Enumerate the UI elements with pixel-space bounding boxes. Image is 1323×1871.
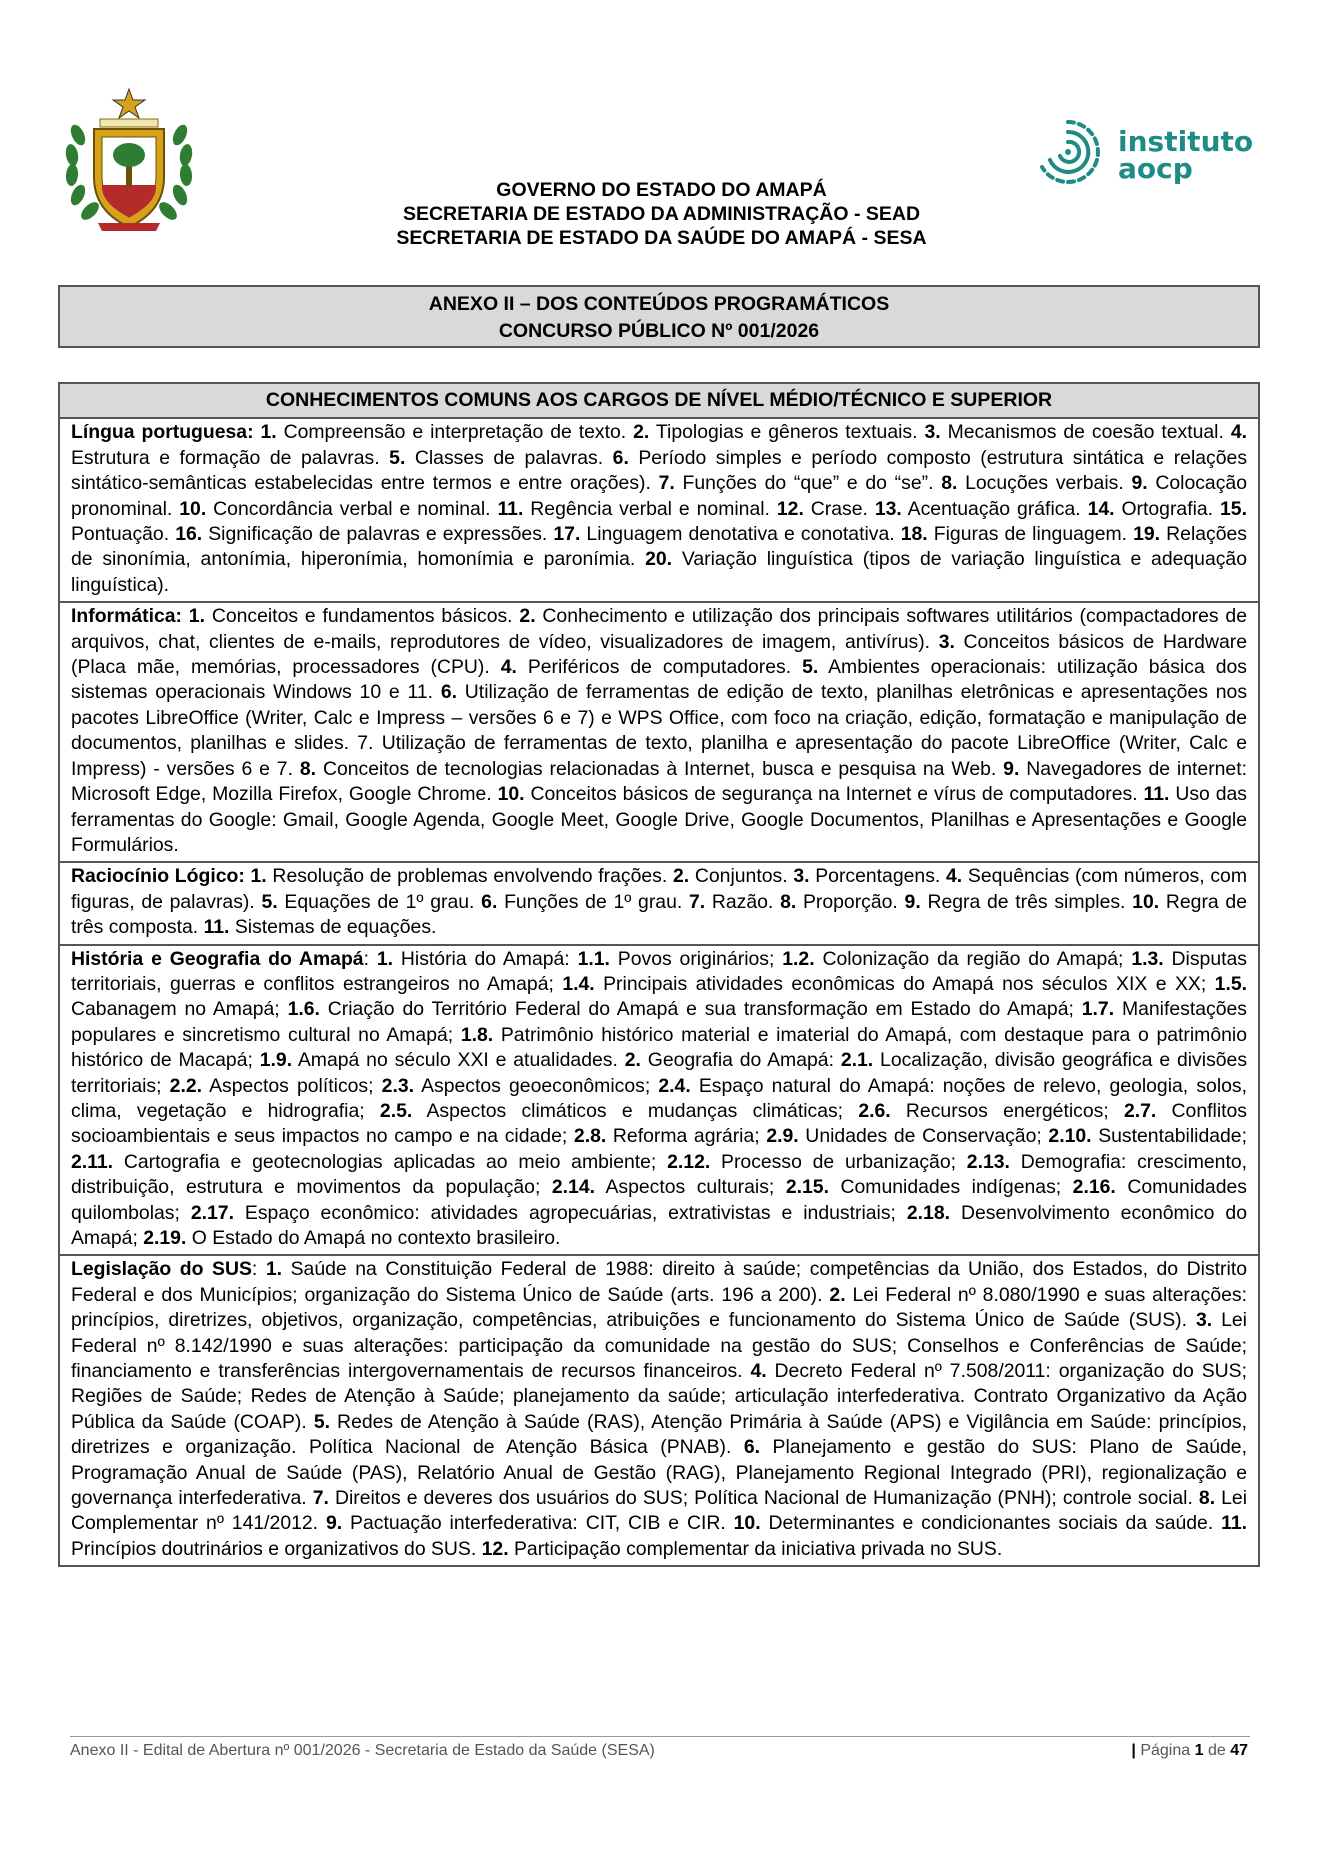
logo-line2: aocp: [1118, 152, 1193, 185]
topic-number: Língua portuguesa: 1.: [71, 421, 277, 444]
topic-text: Conceitos e fundamentos básicos.: [204, 605, 520, 628]
topic-text: Sustentabilidade;: [1091, 1125, 1247, 1148]
table-row: [59, 602, 1259, 862]
topic-text: Resolução de problemas envolvendo frações.: [266, 865, 673, 888]
topic-number: 2.16.: [1072, 1176, 1116, 1199]
topic-number: 2.: [829, 1283, 846, 1306]
table-row: [59, 418, 1259, 602]
topic-text: Regra de três simples.: [920, 890, 1133, 913]
topic-text: Lei Federal nº 8.142/1990 e suas alterações: participação da comunidade na gestão do SUS; Conselhos e Conferências de Saúde; financiamento e transferências intergovernamentais de recursos financeiros.: [71, 1309, 1247, 1383]
table-heading: CONHECIMENTOS COMUNS AOS CARGOS DE NÍVEL MÉDIO/TÉCNICO E SUPERIOR: [59, 383, 1259, 418]
footer-page-number: [1131, 1742, 1248, 1760]
footer-page-total: 47: [1230, 1742, 1248, 1759]
topic-text: Estrutura e formação de palavras.: [71, 446, 390, 469]
topic-number: 17.: [553, 523, 581, 546]
topic-text: Relações de sinonímia, antonímia, hiperonímia, homonímia e paronímia.: [71, 523, 1247, 571]
table-row: [59, 945, 1259, 1256]
subject-cell: [59, 602, 1259, 862]
topic-number: 2.2.: [169, 1074, 202, 1097]
footer-page-label: Página: [1140, 1742, 1191, 1759]
topic-number: 2.5.: [379, 1099, 413, 1122]
topic-number: Raciocínio Lógico: 1.: [71, 865, 267, 888]
subject-cell: [59, 418, 1259, 602]
table-row: [59, 1255, 1259, 1566]
topic-text: Utilização de ferramentas de edição de texto, planilhas eletrônicas e apresentações nos pacotes LibreOffice (Writer, Calc e Impress – versões 6 e 7) e WPS Office, com foco na criação, edição, formatação e manipulação de documentos, planilhas e slides. 7. Utilização de ferramentas de texto, planilha e apresentação do pacote LibreOffice (Writer, Calc e Impress) - versões 6 e 7.: [71, 681, 1248, 780]
topic-number: 2.17.: [190, 1201, 234, 1224]
topic-number: 2.13.: [966, 1150, 1010, 1173]
topic-text: Aspectos políticos;: [202, 1074, 382, 1097]
topic-text: Demografia: crescimento, distribuição, estrutura e movimentos da população;: [71, 1150, 1248, 1199]
topic-number: 4.: [500, 656, 517, 679]
topic-number: 2.7.: [1123, 1099, 1157, 1122]
footer-divider: [70, 1736, 1250, 1737]
topic-number: 2.9.: [766, 1125, 799, 1148]
topic-text: Pactuação interfederativa: CIT, CIB e CIR.: [342, 1512, 734, 1535]
topic-number: 2.: [672, 865, 690, 888]
topic-text: Conceitos básicos de segurança na Internet e vírus de computadores.: [524, 783, 1144, 806]
topic-text: Regência verbal e nominal.: [523, 497, 777, 520]
topic-number: 3.: [793, 865, 810, 888]
topic-text: Equações de 1º grau.: [277, 890, 482, 913]
topic-number: 19.: [1133, 523, 1161, 546]
topic-number: 2.: [624, 1049, 641, 1072]
topic-number: 5.: [802, 656, 819, 679]
topic-text: Decreto Federal nº 7.508/2011: organização do SUS; Regiões de Saúde; Redes de Atenção à Saúde; planejamento da saúde; articulação interfederativa. Contrato Organizativo da Ação Pública da Saúde (COAP).: [71, 1360, 1248, 1433]
topic-number: 1.3.: [1131, 947, 1164, 970]
topic-text: Concordância verbal e nominal.: [206, 497, 498, 520]
topic-text: Crase.: [803, 497, 875, 520]
topic-text: Período simples e período composto (estrutura sintática e relações sintático-semânticas estabelecidas entre termos e entre orações).: [71, 446, 1248, 495]
topic-text: Cartografia e geotecnologias aplicadas ao meio ambiente;: [113, 1150, 668, 1173]
topic-number: 4.: [1230, 421, 1247, 444]
footer-caption: Anexo II - Edital de Abertura nº 001/2026 - Secretaria de Estado da Saúde (SESA): [70, 1742, 655, 1759]
topic-text: História do Amapá:: [393, 947, 578, 970]
topic-number: Legislação do SUS: [71, 1258, 252, 1281]
topic-text: Periféricos de computadores.: [516, 656, 803, 679]
topic-number: 6.: [612, 446, 629, 469]
topic-number: 9.: [1003, 757, 1020, 780]
header-line-1: GOVERNO DO ESTADO DO AMAPÁ: [496, 179, 827, 201]
topic-number: Informática: 1.: [71, 605, 205, 628]
topic-number: 20.: [645, 548, 673, 571]
topic-text: Processo de urbanização;: [710, 1150, 967, 1173]
topic-text: Funções do “que” e do “se”.: [674, 472, 942, 495]
topic-number: 7.: [312, 1487, 329, 1510]
topic-number: 3.: [1195, 1309, 1213, 1332]
annex-title-box: [58, 285, 1260, 348]
topic-text: Lei Complementar nº 141/2012.: [71, 1487, 1248, 1535]
topic-text: Uso das ferramentas do Google: Gmail, Google Agenda, Google Meet, Google Drive, Google Documentos, Planilhas e Apresentações e Google Formulários.: [71, 783, 1247, 856]
topic-text: Lei Federal nº 8.080/1990 e suas alterações: princípios, diretrizes, objetivos, organização, competências, atribuições e funcionamento do Sistema Único de Saúde (SUS).: [71, 1283, 1248, 1332]
topic-number: História e Geografia do Amapá: [71, 947, 364, 970]
subject-cell: [59, 862, 1259, 944]
topic-text: Geografia do Amapá:: [640, 1049, 841, 1072]
topic-number: 2.1.: [840, 1049, 874, 1072]
topic-text: Cabanagem no Amapá;: [71, 998, 288, 1021]
topic-text: Regra de três composta.: [71, 890, 1247, 939]
topic-text: Sequências (com números, com figuras, de palavras).: [71, 865, 1247, 913]
topic-text: Aspectos geoeconômicos;: [414, 1074, 659, 1097]
topic-number: 12.: [776, 497, 804, 520]
topic-text: Ortografia.: [1114, 497, 1221, 520]
topic-number: 5.: [389, 446, 406, 469]
topic-text: Conhecimento e utilização dos principais softwares utilitários (compactadores de arquivos, chat, clientes de e-mails, reprodutores de vídeo, visualizadores de imagem, antivírus).: [71, 605, 1247, 653]
topic-number: 2.4.: [658, 1074, 691, 1097]
topic-number: 10.: [179, 497, 207, 520]
subject-cell: [59, 1255, 1259, 1566]
topic-text: Participação complementar da iniciativa privada no SUS.: [508, 1537, 1003, 1560]
topic-number: 10.: [733, 1512, 761, 1535]
topic-number: 2.19.: [143, 1227, 187, 1249]
topic-number: 7.: [688, 890, 706, 913]
document-header: [0, 178, 1323, 250]
annex-title: ANEXO II – DOS CONTEÚDOS PROGRAMÁTICOS: [428, 293, 890, 315]
topic-text: Patrimônio histórico material e imaterial do Amapá, com destaque para o patrimônio histórico de Macapá;: [71, 1023, 1247, 1072]
topic-text: :: [363, 947, 377, 970]
topic-text: Manifestações populares e sincretismo cultural no Amapá;: [71, 998, 1247, 1046]
topic-number: 6.: [440, 681, 457, 704]
topic-text: Porcentagens.: [809, 865, 947, 888]
topic-text: Localização, divisão geográfica e divisões territoriais;: [71, 1049, 1248, 1097]
topic-text: Funções de 1º grau.: [497, 890, 689, 913]
topic-number: 2.8.: [573, 1125, 607, 1148]
topic-number: 11.: [497, 497, 524, 520]
topic-number: 1.9.: [259, 1049, 293, 1072]
topic-text: Principais atividades econômicas do Amapá nos séculos XIX e XX;: [594, 972, 1215, 995]
topic-number: 8.: [780, 890, 797, 913]
topic-text: Compreensão e interpretação de texto.: [276, 421, 634, 444]
topic-number: 1.5.: [1214, 972, 1247, 995]
topic-text: Variação linguística (tipos de variação linguística e adequação linguística).: [71, 548, 1247, 596]
topic-text: Conflitos socioambientais e seus impactos no campo e na cidade;: [71, 1099, 1247, 1148]
topic-text: O Estado do Amapá no contexto brasileiro.: [186, 1227, 561, 1249]
topic-number: 5.: [261, 890, 278, 913]
topic-number: 2.3.: [381, 1074, 415, 1097]
syllabus-table-body: [59, 418, 1259, 1566]
topic-text: Proporção.: [796, 890, 905, 913]
logo-line1: instituto: [1118, 125, 1254, 158]
topic-text: Aspectos climáticos e mudanças climáticas;: [412, 1099, 859, 1122]
topic-text: Navegadores de internet: Microsoft Edge, Mozilla Firefox, Google Chrome.: [71, 757, 1247, 806]
topic-number: 9.: [904, 890, 921, 913]
topic-number: 10.: [497, 783, 525, 806]
topic-number: 6.: [481, 890, 498, 913]
topic-text: Conceitos básicos de Hardware (Placa mãe, memórias, processadores (CPU).: [71, 630, 1247, 679]
topic-text: Espaço natural do Amapá: noções de relevo, geologia, solos, clima, vegetação e hidrografia;: [71, 1074, 1247, 1122]
topic-text: Reforma agrária;: [606, 1125, 767, 1148]
topic-text: Saúde na Constituição Federal de 1988: direito à saúde; competências da União, dos Estados, do Distrito Federal e dos Municípios; organização do Sistema Único de Saúde (arts. 196 a 200).: [71, 1258, 1247, 1306]
topic-number: 1.4.: [562, 972, 595, 995]
topic-number: 4.: [750, 1360, 767, 1383]
topic-text: Linguagem denotativa e conotativa.: [580, 523, 901, 546]
topic-number: 12.: [481, 1537, 509, 1560]
topic-text: Redes de Atenção à Saúde (RAS), Atenção Primária à Saúde (APS) e Vigilância em Saúde: princípios, diretrizes e organização. Política Nacional de Atenção Básica (PNAB).: [71, 1410, 1247, 1459]
topic-text: :: [251, 1258, 266, 1281]
topic-number: 1.: [265, 1258, 283, 1281]
topic-number: 11.: [203, 916, 230, 939]
topic-number: 18.: [900, 523, 928, 546]
topic-number: 8.: [941, 472, 958, 495]
topic-number: 11.: [1143, 783, 1170, 806]
topic-text: Desenvolvimento econômico do Amapá;: [71, 1201, 1247, 1249]
topic-number: 1.1.: [577, 947, 610, 970]
topic-number: 9.: [1131, 472, 1148, 495]
topic-text: Comunidades indígenas;: [828, 1176, 1073, 1199]
footer-separator: |: [1131, 1742, 1136, 1759]
table-row: [59, 862, 1259, 944]
annex-subtitle: CONCURSO PÚBLICO Nº 001/2026: [498, 320, 820, 342]
topic-text: Espaço econômico: atividades agropecuárias, extrativistas e industriais;: [233, 1201, 907, 1224]
topic-number: 1.: [376, 947, 394, 970]
topic-text: Colocação pronominal.: [71, 472, 1247, 520]
topic-number: 11.: [1221, 1512, 1247, 1535]
topic-text: Amapá no século XXI e atualidades.: [292, 1049, 625, 1072]
topic-number: 2.11.: [71, 1150, 114, 1173]
topic-number: 3.: [938, 630, 955, 653]
topic-text: Planejamento e gestão do SUS: Plano de Saúde, Programação Anual de Saúde (PAS), Relatório Anual de Gestão (RAG), Planejamento Regional Integrado (PRI), regionalização e governança interfederativa.: [71, 1436, 1247, 1510]
topic-number: 14.: [1087, 497, 1115, 520]
topic-number: 16.: [175, 523, 203, 546]
topic-text: Locuções verbais.: [957, 472, 1132, 495]
topic-text: Razão.: [705, 890, 781, 913]
topic-number: 1.8.: [460, 1023, 494, 1046]
topic-number: 2.12.: [667, 1150, 711, 1173]
topic-text: Figuras de linguagem.: [927, 523, 1134, 546]
topic-text: Mecanismos de coesão textual.: [940, 421, 1231, 444]
topic-number: 13.: [874, 497, 902, 520]
topic-number: 3.: [924, 421, 941, 444]
topic-text: Direitos e deveres dos usuários do SUS; Política Nacional de Humanização (PNH); controle social.: [328, 1487, 1199, 1510]
topic-number: 1.6.: [287, 998, 320, 1021]
topic-text: Conjuntos.: [689, 865, 794, 888]
topic-number: 4.: [946, 865, 963, 888]
topic-number: 2.15.: [785, 1176, 829, 1199]
topic-number: 2.: [519, 605, 536, 628]
topic-number: 5.: [313, 1410, 330, 1433]
topic-number: 10.: [1132, 890, 1160, 913]
topic-text: Tipologias e gêneros textuais.: [649, 421, 925, 444]
topic-text: Sistemas de equações.: [229, 916, 437, 939]
topic-text: Determinantes e condicionantes sociais da saúde.: [760, 1512, 1222, 1535]
topic-number: 15.: [1220, 497, 1247, 520]
topic-number: 2.14.: [551, 1176, 595, 1199]
subject-cell: [59, 945, 1259, 1256]
header-line-3: SECRETARIA DE ESTADO DA SAÚDE DO AMAPÁ - SESA: [396, 227, 927, 249]
topic-number: 2.6.: [858, 1099, 891, 1122]
topic-text: Acentuação gráfica.: [901, 497, 1088, 520]
topic-text: Comunidades quilombolas;: [71, 1176, 1247, 1224]
topic-number: 2.: [633, 421, 650, 444]
topic-text: Princípios doutrinários e organizativos do SUS.: [71, 1537, 482, 1560]
topic-number: 9.: [325, 1512, 343, 1535]
topic-text: Unidades de Conservação;: [798, 1125, 1049, 1148]
topic-number: 1.7.: [1081, 998, 1115, 1021]
syllabus-table: [58, 382, 1260, 1567]
topic-text: Aspectos culturais;: [595, 1176, 786, 1199]
topic-number: 8.: [299, 757, 317, 780]
topic-text: Pontuação.: [71, 523, 176, 546]
footer-page-of: de: [1207, 1742, 1226, 1759]
topic-number: 2.10.: [1048, 1125, 1092, 1148]
topic-number: 8.: [1198, 1487, 1216, 1510]
topic-text: Povos originários;: [609, 947, 783, 970]
topic-text: Disputas territoriais, guerras e conflitos estrangeiros no Amapá;: [71, 947, 1247, 995]
topic-number: 1.2.: [782, 947, 815, 970]
topic-text: Conceitos de tecnologias relacionadas à Internet, busca e pesquisa na Web.: [316, 757, 1004, 780]
topic-number: 7.: [658, 472, 675, 495]
topic-number: 2.18.: [906, 1201, 951, 1224]
topic-text: Classes de palavras.: [405, 446, 613, 469]
topic-text: Colonização da região do Amapá;: [814, 947, 1132, 970]
header-line-2: SECRETARIA DE ESTADO DA ADMINISTRAÇÃO - SEAD: [402, 203, 921, 225]
topic-number: 6.: [743, 1436, 761, 1459]
footer-page-current: 1: [1194, 1742, 1204, 1759]
topic-text: Criação do Território Federal do Amapá e sua transformação em Estado do Amapá;: [319, 998, 1082, 1021]
topic-text: Significação de palavras e expressões.: [202, 523, 554, 546]
topic-text: Ambientes operacionais: utilização básica dos sistemas operacionais Windows 10 e 11.: [71, 656, 1247, 704]
topic-text: Recursos energéticos;: [890, 1099, 1124, 1122]
